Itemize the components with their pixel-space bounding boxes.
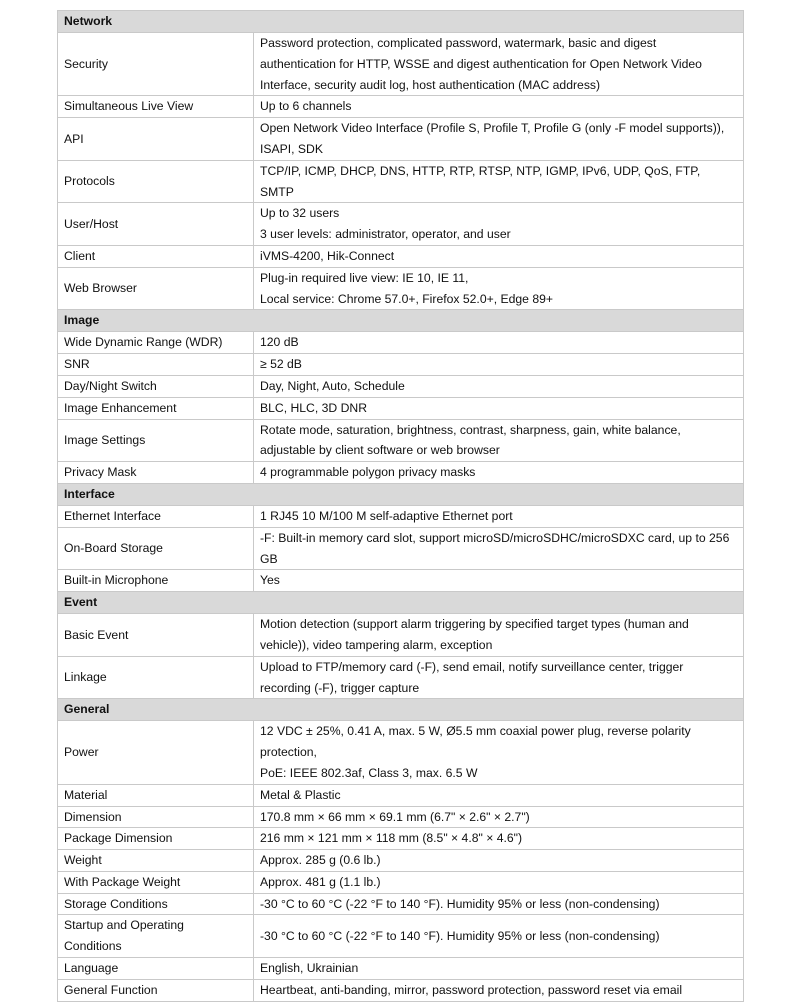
spec-value-line: Upload to FTP/memory card (-F), send email, notify surveillance center, trigger — [260, 659, 684, 674]
spec-label: Built-in Microphone — [58, 570, 254, 592]
spec-value-line: adjustable by client software or web browser — [260, 443, 500, 458]
spec-label: Dimension — [58, 806, 254, 828]
spec-label: Image Settings — [58, 419, 254, 462]
spec-value-line: English, Ukrainian — [260, 961, 359, 976]
spec-row — [58, 419, 744, 462]
spec-value — [254, 419, 744, 462]
section-header — [58, 11, 744, 33]
spec-row — [58, 96, 744, 118]
spec-value-line: Rotate mode, saturation, brightness, contrast, sharpness, gain, white balance, — [260, 422, 681, 437]
spec-label: Package Dimension — [58, 828, 254, 850]
spec-value — [254, 784, 744, 806]
spec-row — [58, 354, 744, 376]
spec-row — [58, 614, 744, 657]
spec-label-line: Conditions — [64, 939, 122, 954]
spec-value — [254, 505, 744, 527]
spec-value-line: vehicle)), video tampering alarm, exception — [260, 637, 493, 652]
spec-label: Client — [58, 245, 254, 267]
spec-row — [58, 462, 744, 484]
spec-value-line: 120 dB — [260, 335, 299, 350]
spec-row — [58, 915, 744, 958]
spec-label: SNR — [58, 354, 254, 376]
spec-value-line: Approx. 481 g (1.1 lb.) — [260, 874, 381, 889]
spec-value-line: 216 mm × 121 mm × 118 mm (8.5" × 4.8" × 4.6") — [260, 831, 523, 846]
spec-row — [58, 893, 744, 915]
spec-value-line: Up to 6 channels — [260, 99, 352, 114]
section-title: Image — [58, 310, 744, 332]
spec-value-line: -30 °C to 60 °C (-22 °F to 140 °F). Humidity 95% or less (non-condensing) — [260, 896, 660, 911]
spec-row — [58, 721, 744, 784]
spec-value-line: Open Network Video Interface (Profile S, Profile T, Profile G (only -F model supports)), — [260, 121, 725, 136]
spec-row — [58, 828, 744, 850]
spec-row — [58, 267, 744, 310]
spec-row — [58, 203, 744, 246]
spec-value-line: Up to 32 users — [260, 206, 340, 221]
spec-label: API — [58, 118, 254, 161]
spec-label: Day/Night Switch — [58, 375, 254, 397]
spec-value-line: 3 user levels: administrator, operator, and user — [260, 227, 511, 242]
spec-value — [254, 828, 744, 850]
spec-value — [254, 203, 744, 246]
spec-value-line: BLC, HLC, 3D DNR — [260, 400, 368, 415]
spec-value — [254, 656, 744, 699]
spec-label: User/Host — [58, 203, 254, 246]
spec-value — [254, 96, 744, 118]
spec-value — [254, 354, 744, 376]
spec-label: Web Browser — [58, 267, 254, 310]
spec-row — [58, 505, 744, 527]
spec-label: Weight — [58, 850, 254, 872]
spec-value — [254, 332, 744, 354]
spec-value-line: -F: Built-in memory card slot, support microSD/microSDHC/microSDXC card, up to 256 — [260, 530, 730, 545]
spec-value — [254, 462, 744, 484]
spec-row — [58, 979, 744, 1001]
spec-value-line: 4 programmable polygon privacy masks — [260, 465, 476, 480]
spec-row — [58, 332, 744, 354]
spec-value — [254, 375, 744, 397]
spec-value-line: Approx. 285 g (0.6 lb.) — [260, 853, 381, 868]
spec-sheet — [57, 10, 743, 1002]
spec-row — [58, 33, 744, 96]
spec-value-line: Plug-in required live view: IE 10, IE 11, — [260, 270, 469, 285]
section-header — [58, 483, 744, 505]
spec-label: With Package Weight — [58, 871, 254, 893]
spec-value — [254, 850, 744, 872]
spec-value-line: iVMS-4200, Hik-Connect — [260, 248, 395, 263]
spec-value — [254, 267, 744, 310]
spec-value — [254, 979, 744, 1001]
spec-label: Language — [58, 958, 254, 980]
spec-label-line: Startup and Operating — [64, 918, 184, 933]
spec-value — [254, 721, 744, 784]
section-title: Network — [58, 11, 744, 33]
spec-value — [254, 33, 744, 96]
spec-value-line: Day, Night, Auto, Schedule — [260, 378, 405, 393]
spec-label: Ethernet Interface — [58, 505, 254, 527]
spec-value-line: ISAPI, SDK — [260, 141, 323, 156]
spec-label: Storage Conditions — [58, 893, 254, 915]
spec-row — [58, 160, 744, 203]
spec-value-line: Local service: Chrome 57.0+, Firefox 52.0+, Edge 89+ — [260, 291, 554, 306]
spec-value — [254, 527, 744, 570]
spec-label: Power — [58, 721, 254, 784]
spec-table-body — [58, 11, 744, 1002]
spec-value-line: PoE: IEEE 802.3af, Class 3, max. 6.5 W — [260, 765, 478, 780]
spec-row — [58, 375, 744, 397]
spec-label: Material — [58, 784, 254, 806]
spec-row — [58, 245, 744, 267]
spec-value-line: Heartbeat, anti-banding, mirror, password protection, password reset via email — [260, 982, 683, 997]
spec-value — [254, 160, 744, 203]
spec-value-line: protection, — [260, 745, 317, 760]
spec-value — [254, 397, 744, 419]
spec-row — [58, 656, 744, 699]
spec-value-line: Motion detection (support alarm triggering by specified target types (human and — [260, 617, 689, 632]
spec-row — [58, 850, 744, 872]
spec-value-line: ≥ 52 dB — [260, 357, 302, 372]
spec-value — [254, 915, 744, 958]
spec-value — [254, 958, 744, 980]
spec-value-line: -30 °C to 60 °C (-22 °F to 140 °F). Humidity 95% or less (non-condensing) — [260, 928, 660, 943]
spec-label: Protocols — [58, 160, 254, 203]
spec-label: Image Enhancement — [58, 397, 254, 419]
spec-value-line: Password protection, complicated password, watermark, basic and digest — [260, 36, 657, 50]
spec-row — [58, 570, 744, 592]
spec-row — [58, 784, 744, 806]
spec-value-line: authentication for HTTP, WSSE and digest authentication for Open Network Video — [260, 56, 702, 71]
spec-label: Simultaneous Live View — [58, 96, 254, 118]
spec-value-line: Interface, security audit log, host authentication (MAC address) — [260, 77, 601, 92]
spec-value-line: 12 VDC ± 25%, 0.41 A, max. 5 W, Ø5.5 mm coaxial power plug, reverse polarity — [260, 724, 691, 739]
spec-value-line: Metal & Plastic — [260, 787, 341, 802]
section-title: Interface — [58, 483, 744, 505]
spec-label: Wide Dynamic Range (WDR) — [58, 332, 254, 354]
spec-label: Privacy Mask — [58, 462, 254, 484]
spec-label — [58, 915, 254, 958]
spec-value — [254, 893, 744, 915]
spec-value — [254, 118, 744, 161]
spec-row — [58, 806, 744, 828]
section-header — [58, 699, 744, 721]
spec-row — [58, 958, 744, 980]
spec-value — [254, 806, 744, 828]
section-title: General — [58, 699, 744, 721]
spec-value — [254, 871, 744, 893]
spec-row — [58, 527, 744, 570]
spec-label: General Function — [58, 979, 254, 1001]
spec-label: Security — [58, 33, 254, 96]
spec-label: On-Board Storage — [58, 527, 254, 570]
spec-value — [254, 570, 744, 592]
section-header — [58, 310, 744, 332]
spec-row — [58, 871, 744, 893]
spec-row — [58, 397, 744, 419]
spec-value-line: Yes — [260, 573, 280, 588]
spec-value-line: 1 RJ45 10 M/100 M self-adaptive Ethernet port — [260, 508, 513, 523]
spec-value-line: 170.8 mm × 66 mm × 69.1 mm (6.7" × 2.6" × 2.7") — [260, 809, 530, 824]
spec-label: Linkage — [58, 656, 254, 699]
spec-value — [254, 614, 744, 657]
spec-value-line: recording (-F), trigger capture — [260, 680, 420, 695]
spec-value-line: TCP/IP, ICMP, DHCP, DNS, HTTP, RTP, RTSP, NTP, IGMP, IPv6, UDP, QoS, FTP, SMTP — [260, 163, 701, 199]
section-title: Event — [58, 592, 744, 614]
section-header — [58, 592, 744, 614]
spec-label: Basic Event — [58, 614, 254, 657]
spec-table — [57, 10, 744, 1002]
spec-row — [58, 118, 744, 161]
spec-value — [254, 245, 744, 267]
spec-value-line: GB — [260, 551, 278, 566]
